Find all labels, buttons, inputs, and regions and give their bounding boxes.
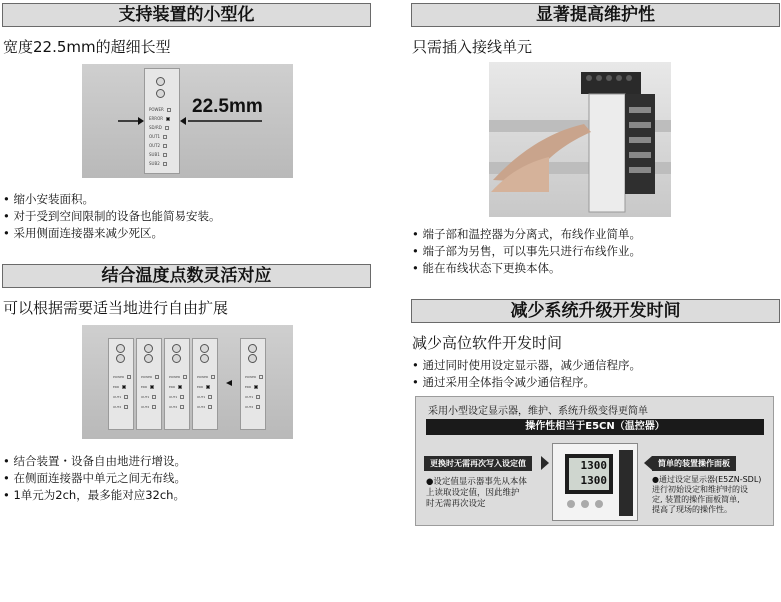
terminal-screw — [156, 77, 165, 86]
controller-module-added: POWER ERR OUT1 OUT2 — [240, 338, 266, 430]
panel-title: 采用小型设定显示器，维护、系统升级变得更简单 — [428, 406, 648, 417]
display-screen — [569, 458, 609, 490]
section-header-expansion: 结合温度点数灵活对应 — [2, 264, 371, 288]
display-value-top: 1300 — [580, 459, 607, 472]
left-description: ●设定值显示器事先从本体 上读取设定值，因此维护 时无需再次设定 — [426, 477, 527, 509]
bullet-list-maintenance — [412, 226, 641, 277]
bullet-item: • 对于受到空间限制的设备也能简易安装。 — [3, 208, 220, 225]
module-width-image — [82, 64, 293, 178]
section-subtitle-terminal: 只需插入接线单元 — [412, 38, 533, 56]
section-subtitle-software: 减少高位软件开发时间 — [412, 334, 563, 352]
controller-module: POWER ERROR SD/RD OUT1 OUT2 SUB1 SUB2 — [144, 68, 180, 174]
right-tag: 简单的装置操作面板 — [652, 456, 736, 471]
bullet-item: • 在侧面连接器中单元之间无布线。 — [3, 470, 186, 487]
tag-arrow-icon — [541, 456, 549, 470]
bullet-item: • 通过同时使用设定显示器，减少通信程序。 — [412, 357, 641, 374]
bullet-item: • 端子部和温控器为分离式，布线作业简单。 — [412, 226, 641, 243]
setting-display-panel — [415, 396, 774, 526]
display-device — [552, 443, 638, 521]
terminal-unit-photo — [489, 62, 671, 217]
section-subtitle-expansion: 可以根据需要适当地进行自由扩展 — [3, 299, 229, 317]
bullet-list-upgrade — [412, 357, 641, 391]
bullet-item: • 能在布线状态下更换本体。 — [412, 260, 641, 277]
modules-expansion-image — [82, 325, 293, 439]
display-value-bottom: 1300 — [580, 474, 607, 487]
bullet-list-miniaturization — [3, 191, 220, 242]
section-header-maintenance: 显著提高维护性 — [411, 3, 780, 27]
width-label: 22.5mm — [192, 96, 263, 117]
bullet-item: • 通过采用全体指令减少通信程序。 — [412, 374, 641, 391]
section-header-upgrade: 减少系统升级开发时间 — [411, 299, 780, 323]
tag-arrow-left-icon — [644, 456, 652, 470]
controller-module: POWER ERR OUT1 OUT2 — [164, 338, 190, 430]
controller-module: POWER ERR OUT1 OUT2 — [136, 338, 162, 430]
bullet-item: • 端子部为另售，可以事先只进行布线作业。 — [412, 243, 641, 260]
section-subtitle-width: 宽度22.5mm的超细长型 — [3, 38, 171, 56]
bullet-list-expansion — [3, 453, 186, 504]
left-tag: 更换时无需再次写入设定值 — [424, 456, 532, 471]
panel-band: 操作性相当于E5CN（温控器） — [426, 419, 764, 435]
terminal-screw — [156, 89, 165, 98]
bullet-item: • 结合装置・设备自由地进行增设。 — [3, 453, 186, 470]
bullet-item: • 采用侧面连接器来减少死区。 — [3, 225, 220, 242]
controller-module: POWER ERR OUT1 OUT2 — [192, 338, 218, 430]
controller-module: POWER ERR OUT1 OUT2 — [108, 338, 134, 430]
bullet-item: • 缩小安装面积。 — [3, 191, 220, 208]
section-header-miniaturization: 支持装置的小型化 — [2, 3, 371, 27]
right-description: ●通过设定显示器(E5ZN-SDL) 进行初始设定和维护时的设 定, 装置的操作面板简单, 提高了现场的操作性。 — [652, 475, 762, 514]
bullet-item: • 1单元为2ch，最多能对应32ch。 — [3, 487, 186, 504]
